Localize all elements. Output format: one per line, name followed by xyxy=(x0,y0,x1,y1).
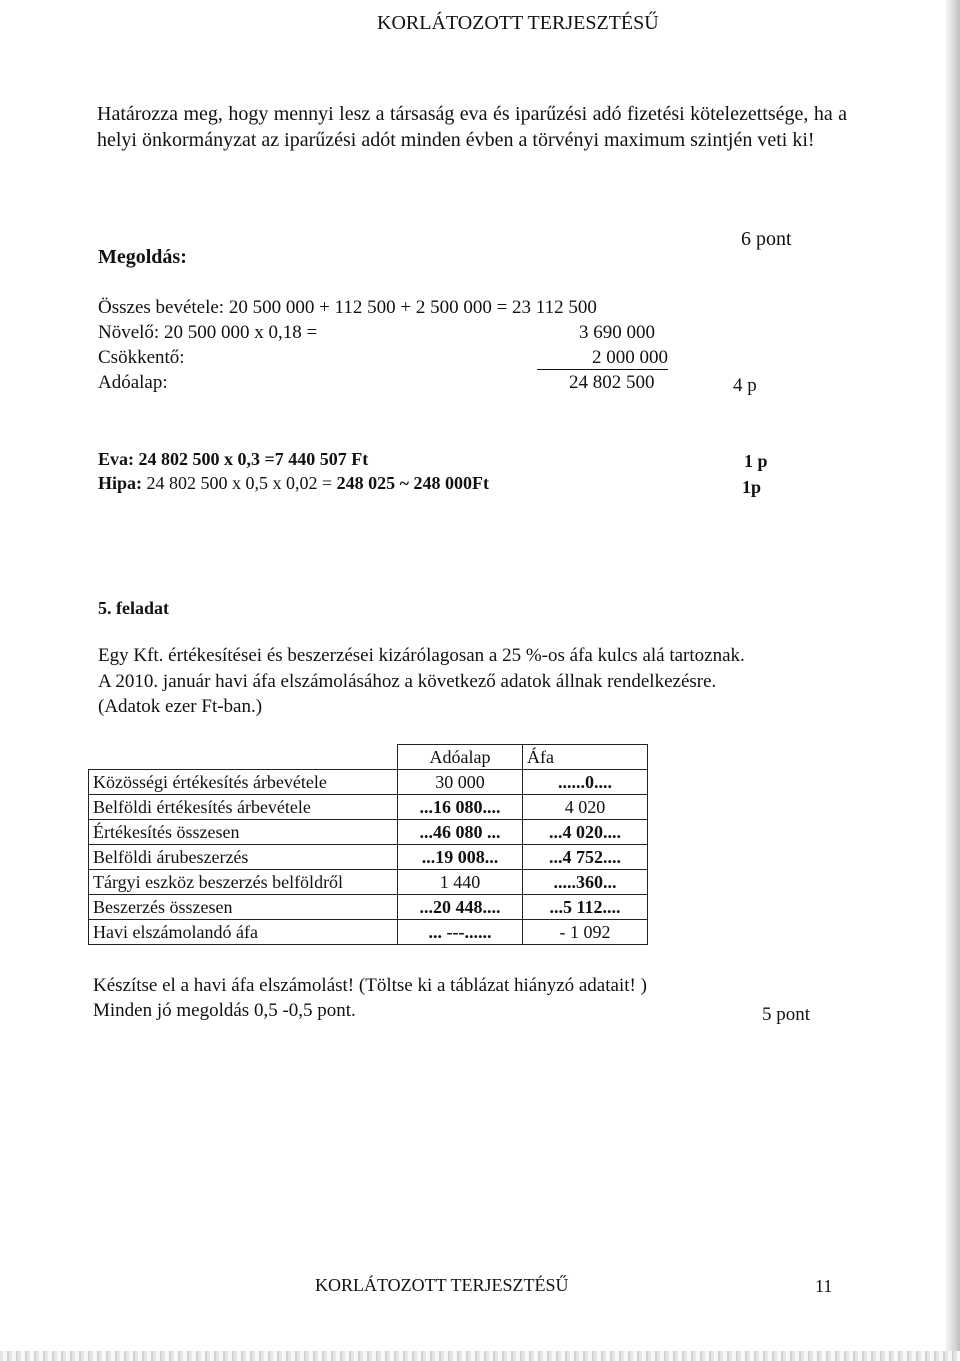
solution-points: 6 pont xyxy=(741,228,792,250)
row-vat: ...5 112.... xyxy=(523,895,648,920)
calc-line-decrease-label: Csökkentő: xyxy=(98,347,185,368)
row-label: Tárgyi eszköz beszerzés belföldről xyxy=(89,870,398,895)
row-label: Értékesítés összesen xyxy=(89,820,398,845)
row-vat: ......0.... xyxy=(523,770,648,795)
table-header-cell: Áfa xyxy=(523,745,648,770)
row-label: Beszerzés összesen xyxy=(89,895,398,920)
row-base: ... ---...... xyxy=(398,920,523,945)
table-row xyxy=(89,845,648,870)
calc-line-taxbase-value: 24 802 500 xyxy=(569,372,655,393)
row-vat: .....360... xyxy=(523,870,648,895)
hipa-calc: 24 802 500 x 0,5 x 0,02 = xyxy=(146,473,333,493)
row-label: Belföldi árubeszerzés xyxy=(89,845,398,870)
row-label: Belföldi értékesítés árbevétele xyxy=(89,795,398,820)
vat-table xyxy=(88,744,648,945)
row-label: Közösségi értékesítés árbevétele xyxy=(89,770,398,795)
calc-line-increase-value: 3 690 000 xyxy=(579,322,655,343)
row-base: ...46 080 ... xyxy=(398,820,523,845)
row-vat: - 1 092 xyxy=(523,920,648,945)
hipa-line xyxy=(98,473,489,494)
hipa-result: 248 025 ~ 248 000Ft xyxy=(336,473,490,493)
row-base: ...16 080.... xyxy=(398,795,523,820)
row-base: 30 000 xyxy=(398,770,523,795)
table-header-cell: Adóalap xyxy=(398,745,523,770)
task-title: 5. feladat xyxy=(98,598,169,618)
eva-line: Eva: 24 802 500 x 0,3 =7 440 507 Ft xyxy=(98,449,369,469)
intro-paragraph: Határozza meg, hogy mennyi lesz a társaság eva és iparűzési adó fizetési kötelezettsége, ha a helyi önkormányzat az iparűzési adót minden évben a törvényi maximum szintjén veti ki! xyxy=(97,103,847,151)
eva-points: 1 p xyxy=(744,451,768,471)
table-row xyxy=(89,920,648,945)
hipa-points: 1p xyxy=(742,477,762,497)
calc-line-total: Összes bevétele: 20 500 000 + 112 500 + 2 500 000 = 23 112 500 xyxy=(98,297,597,318)
hipa-prefix: Hipa: xyxy=(98,473,143,493)
page-header: KORLÁTOZOTT TERJESZTÉSŰ xyxy=(377,12,659,34)
calc-line-decrease-value: 2 000 000 xyxy=(537,347,668,370)
table-header-row xyxy=(89,745,648,770)
row-vat: 4 020 xyxy=(523,795,648,820)
page-footer: KORLÁTOZOTT TERJESZTÉSŰ xyxy=(315,1275,569,1295)
task-points: 5 pont xyxy=(762,1004,811,1025)
table-row xyxy=(89,795,648,820)
task-text-line: A 2010. január havi áfa elszámolásához a következő adatok állnak rendelkezésre. xyxy=(98,671,717,692)
table-row xyxy=(89,870,648,895)
row-base: ...20 448.... xyxy=(398,895,523,920)
table-row xyxy=(89,820,648,845)
table-row xyxy=(89,770,648,795)
row-vat: ...4 020.... xyxy=(523,820,648,845)
row-vat: ...4 752.... xyxy=(523,845,648,870)
row-base: ...19 008... xyxy=(398,845,523,870)
taxbase-points: 4 p xyxy=(733,375,757,396)
table-header-cell xyxy=(89,745,398,770)
closing-instruction: Készítse el a havi áfa elszámolást! (Töltse ki a táblázat hiányzó adatait! ) xyxy=(93,975,647,996)
calc-line-increase-label: Növelő: 20 500 000 x 0,18 = xyxy=(98,322,318,343)
closing-scoring: Minden jó megoldás 0,5 -0,5 pont. xyxy=(93,1000,356,1021)
calc-line-taxbase-label: Adóalap: xyxy=(98,372,168,393)
row-label: Havi elszámolandó áfa xyxy=(89,920,398,945)
scan-edge-bottom xyxy=(0,1351,960,1361)
task-text-line: Egy Kft. értékesítései és beszerzései kizárólagosan a 25 %-os áfa kulcs alá tartoznak. xyxy=(98,645,745,666)
page-number: 11 xyxy=(815,1276,833,1296)
table-row xyxy=(89,895,648,920)
scan-edge-right xyxy=(946,0,960,1361)
solution-title: Megoldás: xyxy=(98,246,187,268)
task-text-line: (Adatok ezer Ft-ban.) xyxy=(98,696,263,717)
row-base: 1 440 xyxy=(398,870,523,895)
